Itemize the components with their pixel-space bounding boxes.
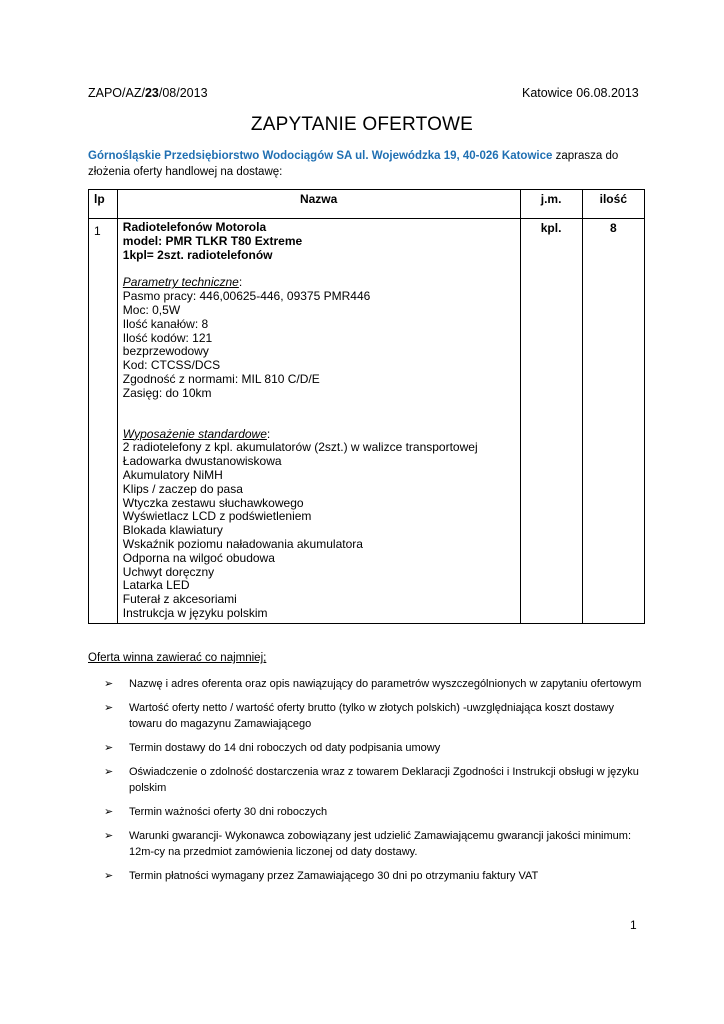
list-item (104, 700, 644, 732)
list-item (104, 676, 644, 692)
header-jm: j.m. (520, 190, 582, 219)
product-name-line: Radiotelefonów Motorola (122, 220, 267, 234)
list-item: Kod: CTCSS/DCS (122, 358, 221, 373)
ref-number: 23 (144, 86, 159, 100)
list-item: bezprzewodowy (122, 344, 209, 359)
list-item (104, 868, 644, 884)
requirement-text: Wartość oferty netto / wartość oferty brutto (tylko w złotych polskich) -uwzględniająca koszt dostawy towaru do magazynu Zamawiającego (129, 702, 614, 730)
list-item: Zgodność z normami: MIL 810 C/D/E (122, 371, 320, 386)
requirement-text: Termin ważności oferty 30 dni roboczych (129, 806, 328, 818)
company-name: Górnośląskie Przedsiębiorstwo Wodociągów SA ul. Wojewódzka 19, 40-026 Katowice (88, 150, 553, 162)
document-reference (88, 86, 208, 100)
list-item: Wskaźnik poziomu naładowania akumulatora (122, 536, 363, 551)
params-list (123, 290, 515, 400)
list-item: Odporna na wilgoć obudowa (122, 550, 275, 565)
equipment-list (123, 441, 515, 620)
intro-paragraph (88, 148, 648, 180)
requirement-text: Oświadczenie o zdolność dostarczenia wraz z towarem Deklaracji Zgodności i Instrukcji obsługi w języku polskim (129, 766, 639, 794)
offer-heading: Oferta winna zawierać co najmniej; (88, 652, 267, 664)
arrow-bullet-icon: ➢ (104, 678, 114, 690)
arrow-bullet-icon: ➢ (104, 830, 114, 842)
header-name: Nazwa (117, 190, 520, 219)
list-item (104, 828, 644, 860)
arrow-bullet-icon: ➢ (104, 870, 114, 882)
table-row (89, 219, 645, 624)
list-item: Ilość kanałów: 8 (122, 316, 209, 331)
arrow-bullet-icon: ➢ (104, 806, 114, 818)
row-jm: kpl. (520, 219, 582, 624)
list-item: Klips / zaczep do pasa (122, 481, 243, 496)
arrow-bullet-icon: ➢ (104, 766, 114, 778)
order-table (88, 189, 645, 624)
requirement-text: Termin dostawy do 14 dni roboczych od daty podpisania umowy (129, 742, 441, 754)
list-item: Zasięg: do 10km (122, 385, 212, 400)
list-item (104, 804, 644, 820)
document-date: Katowice 06.08.2013 (522, 86, 639, 100)
list-item: Moc: 0,5W (122, 302, 181, 317)
list-item: Akumulatory NiMH (122, 467, 223, 482)
arrow-bullet-icon: ➢ (104, 702, 114, 714)
arrow-bullet-icon: ➢ (104, 742, 114, 754)
list-item: Blokada klawiatury (122, 523, 223, 538)
intro-text: zaprasza do złożenia oferty handlowej na dostawę: (88, 150, 619, 178)
equipment-heading: Wyposażenie standardowe: (122, 426, 271, 441)
header-lp: lp (89, 190, 118, 219)
list-item: Wyświetlacz LCD z podświetleniem (122, 509, 312, 524)
header-qty: ilość (582, 190, 644, 219)
list-item: Futerał z akcesoriami (122, 592, 237, 607)
page-number: 1 (630, 918, 637, 932)
list-item: Uchwyt doręczny (122, 564, 215, 579)
row-lp: 1 (89, 219, 118, 624)
product-set-line: 1kpl= 2szt. radiotelefonów (122, 247, 273, 262)
document-title: ZAPYTANIE OFERTOWE (250, 114, 474, 135)
list-item: Pasmo pracy: 446,00625-446, 09375 PMR446 (122, 289, 371, 304)
requirement-text: Nazwę i adres oferenta oraz opis nawiązujący do parametrów wyszczególnionych w zapytaniu ofertowym (129, 678, 642, 690)
list-item (104, 764, 644, 796)
list-item: Ilość kodów: 121 (122, 330, 213, 345)
product-model-line: model: PMR TLKR T80 Extreme (122, 233, 303, 248)
list-item (104, 740, 644, 756)
row-qty: 8 (582, 219, 644, 624)
list-item: Wtyczka zestawu słuchawkowego (122, 495, 304, 510)
list-item: Latarka LED (122, 578, 190, 593)
offer-requirements-list (104, 676, 644, 892)
list-item: 2 radiotelefony z kpl. akumulatorów (2szt.) w walizce transportowej (122, 440, 478, 455)
list-item: Ładowarka dwustanowiskowa (122, 454, 282, 469)
params-heading: Parametry techniczne: (122, 275, 243, 290)
table-header-row (89, 190, 645, 219)
row-name (117, 219, 520, 624)
ref-suffix: /08/2013 (158, 86, 208, 100)
requirement-text: Termin płatności wymagany przez Zamawiającego 30 dni po otrzymaniu faktury VAT (129, 870, 539, 882)
list-item: Instrukcja w języku polskim (122, 605, 268, 620)
ref-prefix: ZAPO/AZ/ (88, 86, 145, 100)
requirement-text: Warunki gwarancji- Wykonawca zobowiązany jest udzielić Zamawiającemu gwarancji jakości minimum: 12m-cy na przedmiot zamówienia liczonej od daty dostawy. (129, 830, 632, 858)
